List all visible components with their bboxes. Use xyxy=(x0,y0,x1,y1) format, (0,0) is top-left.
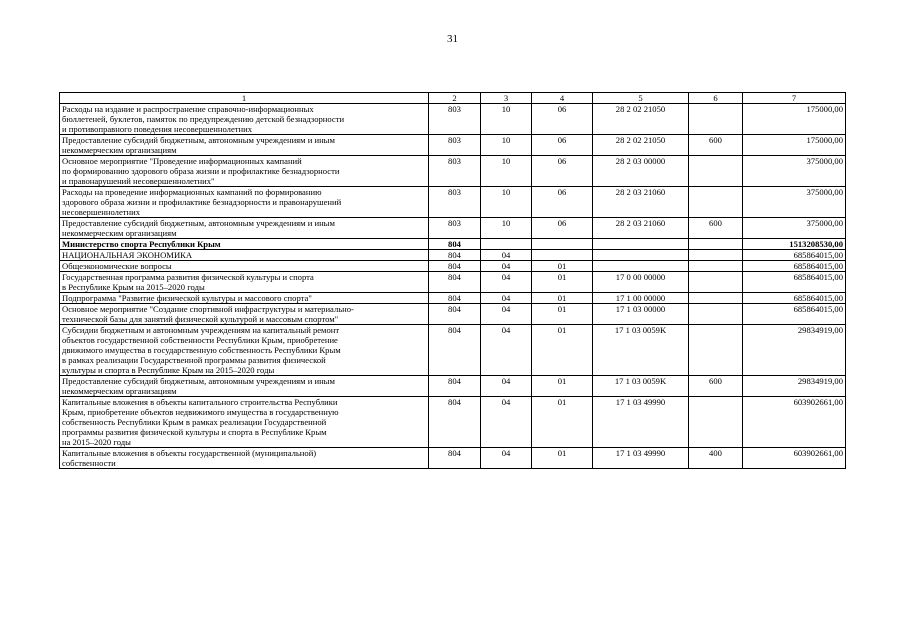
target-code: 28 2 03 21060 xyxy=(593,187,689,218)
table-row xyxy=(60,135,846,156)
subsection-code: 01 xyxy=(532,272,593,293)
row-name-line: Государственная программа развития физической культуры и спорта xyxy=(62,272,314,282)
expense-type-code xyxy=(689,304,743,325)
header-cell: 6 xyxy=(689,93,743,104)
target-code: 17 1 03 49990 xyxy=(593,397,689,448)
row-name xyxy=(60,104,429,135)
expense-type-code xyxy=(689,104,743,135)
expense-type-code: 600 xyxy=(689,376,743,397)
section-code: 10 xyxy=(481,156,532,187)
row-name-line: культуры и спорта в Республике Крым на 2015–2020 годы xyxy=(62,365,275,375)
target-code: 17 1 03 00000 xyxy=(593,304,689,325)
amount: 685864015,00 xyxy=(743,272,846,293)
expense-type-code xyxy=(689,272,743,293)
row-name-line: некоммерческим организациям xyxy=(62,145,177,155)
row-name-line: объектов государственной собственности Республики Крым, приобретение xyxy=(62,335,338,345)
table-row xyxy=(60,376,846,397)
row-name-line: в рамках реализации Государственной программы развития физической xyxy=(62,355,326,365)
row-name-line: и правонарушений несовершеннолетних" xyxy=(62,176,215,186)
expense-type-code xyxy=(689,261,743,272)
section-code: 04 xyxy=(481,325,532,376)
row-name-line: Капитальные вложения в объекты государственной (муниципальной) xyxy=(62,448,317,458)
subsection-code: 01 xyxy=(532,293,593,304)
row-name-line: Предоставление субсидий бюджетным, автономным учреждениям и иным xyxy=(62,218,335,228)
amount: 685864015,00 xyxy=(743,293,846,304)
row-name xyxy=(60,293,429,304)
row-name xyxy=(60,261,429,272)
header-row xyxy=(60,93,846,104)
amount: 175000,00 xyxy=(743,104,846,135)
subsection-code: 01 xyxy=(532,325,593,376)
row-name xyxy=(60,250,429,261)
target-code: 28 2 02 21050 xyxy=(593,135,689,156)
amount: 603902661,00 xyxy=(743,397,846,448)
row-name xyxy=(60,397,429,448)
subsection-code: 06 xyxy=(532,156,593,187)
header-cell: 4 xyxy=(532,93,593,104)
expense-type-code xyxy=(689,325,743,376)
expense-type-code xyxy=(689,187,743,218)
ministry-code: 803 xyxy=(429,156,481,187)
amount: 375000,00 xyxy=(743,187,846,218)
target-code: 17 1 03 0059K xyxy=(593,376,689,397)
section-code: 04 xyxy=(481,397,532,448)
amount: 685864015,00 xyxy=(743,250,846,261)
subsection-code: 06 xyxy=(532,135,593,156)
table-row xyxy=(60,156,846,187)
row-name-line: Крым, приобретение объектов недвижимого имущества в государственную xyxy=(62,407,339,417)
row-name xyxy=(60,448,429,469)
section-code: 04 xyxy=(481,293,532,304)
ministry-code: 804 xyxy=(429,397,481,448)
row-name-line: и противоправного поведения несовершеннолетних xyxy=(62,124,253,134)
target-code: 17 1 00 00000 xyxy=(593,293,689,304)
table-row xyxy=(60,261,846,272)
table-row xyxy=(60,293,846,304)
row-name-line: технической базы для занятий физической культурой и массовым спортом" xyxy=(62,314,339,324)
row-name xyxy=(60,325,429,376)
ministry-code: 804 xyxy=(429,261,481,272)
ministry-code: 804 xyxy=(429,239,481,250)
row-name-line: несовершеннолетних xyxy=(62,207,141,217)
section-code xyxy=(481,239,532,250)
ministry-code: 804 xyxy=(429,448,481,469)
section-code: 04 xyxy=(481,261,532,272)
table-row xyxy=(60,304,846,325)
subsection-code: 01 xyxy=(532,448,593,469)
expense-type-code xyxy=(689,293,743,304)
section-code: 04 xyxy=(481,448,532,469)
section-code: 10 xyxy=(481,218,532,239)
amount: 603902661,00 xyxy=(743,448,846,469)
row-name-line: Капитальные вложения в объекты капитального строительства Республики xyxy=(62,397,338,407)
amount: 375000,00 xyxy=(743,156,846,187)
ministry-code: 803 xyxy=(429,104,481,135)
row-name-line: на 2015–2020 годы xyxy=(62,437,131,447)
expense-type-code: 400 xyxy=(689,448,743,469)
row-name-line: Основное мероприятие "Проведение информационных кампаний xyxy=(62,156,302,166)
row-name xyxy=(60,239,429,250)
section-code: 04 xyxy=(481,304,532,325)
row-name-line: собственность Республики Крым в рамках реализации Государственной xyxy=(62,417,327,427)
subsection-code: 01 xyxy=(532,376,593,397)
section-code: 04 xyxy=(481,376,532,397)
ministry-code: 804 xyxy=(429,250,481,261)
header-cell: 3 xyxy=(481,93,532,104)
expense-type-code xyxy=(689,156,743,187)
section-code: 10 xyxy=(481,104,532,135)
section-code: 10 xyxy=(481,135,532,156)
table-row xyxy=(60,250,846,261)
row-name-line: движимого имущества в государственную собственность Республики Крым xyxy=(62,345,341,355)
budget-table xyxy=(59,92,846,469)
table-row xyxy=(60,187,846,218)
row-name-line: Расходы на издание и распространение справочно-информационных xyxy=(62,104,314,114)
target-code: 28 2 03 21060 xyxy=(593,218,689,239)
subsection-code: 06 xyxy=(532,218,593,239)
header-cell: 1 xyxy=(60,93,429,104)
expense-type-code: 600 xyxy=(689,135,743,156)
subsection-code: 01 xyxy=(532,304,593,325)
expense-type-code xyxy=(689,239,743,250)
amount: 29834919,00 xyxy=(743,376,846,397)
ministry-code: 804 xyxy=(429,293,481,304)
subsection-code: 06 xyxy=(532,104,593,135)
subsection-code: 06 xyxy=(532,187,593,218)
amount: 685864015,00 xyxy=(743,304,846,325)
page-number: 31 xyxy=(447,33,458,45)
ministry-code: 804 xyxy=(429,272,481,293)
expense-type-code xyxy=(689,250,743,261)
target-code: 17 1 03 0059K xyxy=(593,325,689,376)
ministry-code: 804 xyxy=(429,325,481,376)
row-name-line: программы развития физической культуры и спорта в Республике Крым xyxy=(62,427,327,437)
target-code xyxy=(593,239,689,250)
table-row xyxy=(60,397,846,448)
table-row xyxy=(60,325,846,376)
subsection-code xyxy=(532,250,593,261)
row-name-line: здорового образа жизни и профилактике безнадзорности и правонарушений xyxy=(62,197,342,207)
table-row xyxy=(60,272,846,293)
row-name-line: некоммерческим организациям xyxy=(62,228,177,238)
header-cell: 2 xyxy=(429,93,481,104)
ministry-code: 804 xyxy=(429,376,481,397)
row-name xyxy=(60,135,429,156)
section-code: 04 xyxy=(481,272,532,293)
row-name-line: Подпрограмма "Развитие физической культуры и массового спорта" xyxy=(62,293,312,303)
expense-type-code xyxy=(689,397,743,448)
row-name-line: Министерство спорта Республики Крым xyxy=(62,239,221,249)
row-name-line: НАЦИОНАЛЬНАЯ ЭКОНОМИКА xyxy=(62,250,193,260)
row-name-line: Расходы на проведение информационных кампаний по формированию xyxy=(62,187,322,197)
section-code: 10 xyxy=(481,187,532,218)
table-row xyxy=(60,104,846,135)
row-name-line: Предоставление субсидий бюджетным, автономным учреждениям и иным xyxy=(62,376,335,386)
target-code: 28 2 02 21050 xyxy=(593,104,689,135)
row-name xyxy=(60,187,429,218)
target-code: 28 2 03 00000 xyxy=(593,156,689,187)
table-row xyxy=(60,218,846,239)
row-name-line: бюллетеней, буклетов, памяток по предупреждению детской безнадзорности xyxy=(62,114,345,124)
target-code xyxy=(593,250,689,261)
table-row xyxy=(60,239,846,250)
subsection-code: 01 xyxy=(532,397,593,448)
subsection-code: 01 xyxy=(532,261,593,272)
table-row xyxy=(60,448,846,469)
row-name-line: собственности xyxy=(62,458,116,468)
header-cell: 7 xyxy=(743,93,846,104)
subsection-code xyxy=(532,239,593,250)
ministry-code: 804 xyxy=(429,304,481,325)
ministry-code: 803 xyxy=(429,187,481,218)
amount: 375000,00 xyxy=(743,218,846,239)
row-name-line: некоммерческим организациям xyxy=(62,386,177,396)
section-code: 04 xyxy=(481,250,532,261)
header-cell: 5 xyxy=(593,93,689,104)
row-name-line: Субсидии бюджетным и автономным учреждениям на капитальный ремонт xyxy=(62,325,340,335)
row-name xyxy=(60,304,429,325)
amount: 175000,00 xyxy=(743,135,846,156)
amount: 29834919,00 xyxy=(743,325,846,376)
expense-type-code: 600 xyxy=(689,218,743,239)
row-name xyxy=(60,156,429,187)
row-name-line: Основное мероприятие "Создание спортивной инфраструктуры и материально- xyxy=(62,304,354,314)
row-name xyxy=(60,218,429,239)
target-code xyxy=(593,261,689,272)
target-code: 17 0 00 00000 xyxy=(593,272,689,293)
ministry-code: 803 xyxy=(429,135,481,156)
row-name-line: в Республике Крым на 2015–2020 годы xyxy=(62,282,205,292)
ministry-code: 803 xyxy=(429,218,481,239)
row-name-line: Общеэкономические вопросы xyxy=(62,261,172,271)
row-name-line: по формированию здорового образа жизни и профилактике безнадзорности xyxy=(62,166,340,176)
target-code: 17 1 03 49990 xyxy=(593,448,689,469)
amount: 1513208530,00 xyxy=(743,239,846,250)
amount: 685864015,00 xyxy=(743,261,846,272)
row-name xyxy=(60,272,429,293)
row-name-line: Предоставление субсидий бюджетным, автономным учреждениям и иным xyxy=(62,135,335,145)
row-name xyxy=(60,376,429,397)
